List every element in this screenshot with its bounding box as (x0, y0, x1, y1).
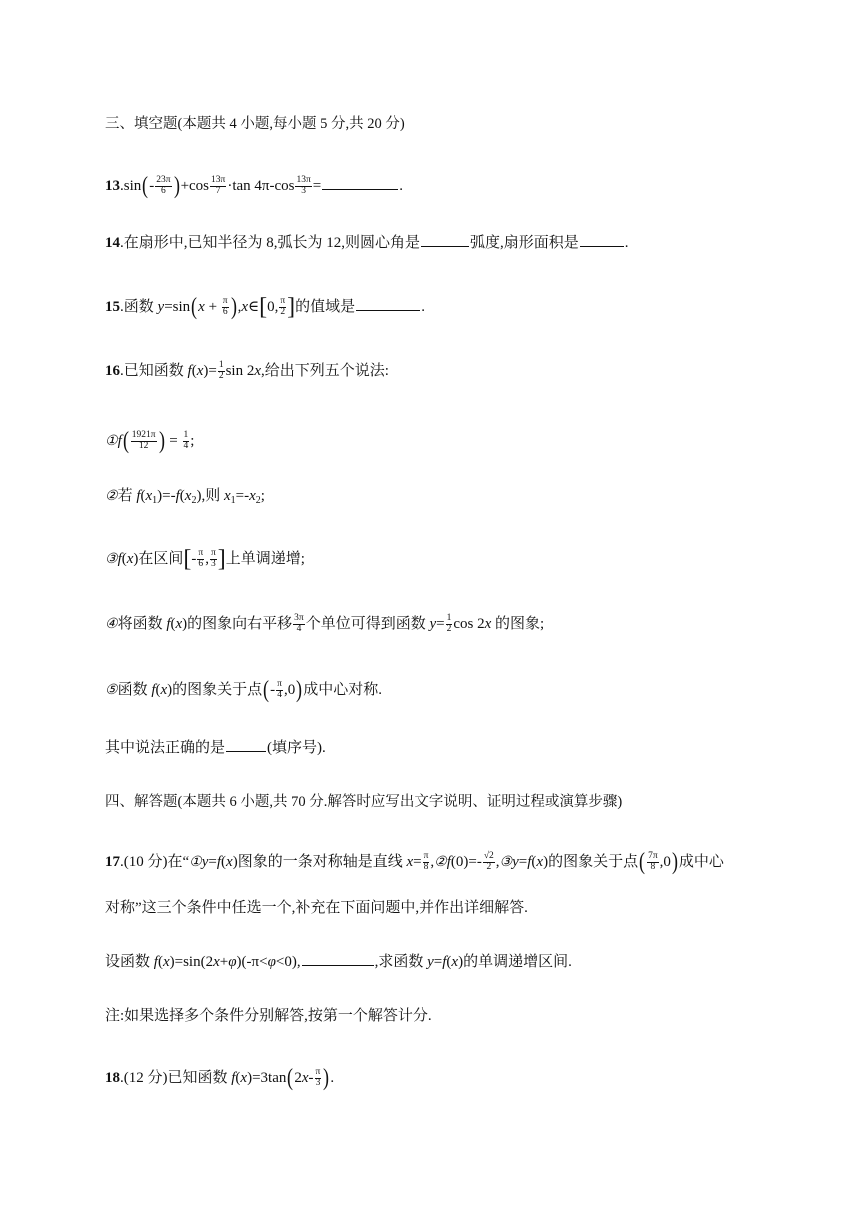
var: f (527, 853, 532, 870)
var: x (249, 488, 256, 504)
numerator: 1 (218, 360, 224, 370)
text: ( (121, 550, 127, 567)
paren-close: ) (323, 1064, 330, 1091)
text: = (208, 853, 217, 870)
question-number: 16 (105, 362, 120, 379)
numerator: 1921π (131, 430, 156, 440)
text: )在区间 (133, 550, 184, 567)
numerator: π (198, 548, 204, 558)
question-17-line-3 (105, 955, 572, 970)
fraction (293, 614, 305, 635)
var: x (160, 681, 168, 698)
numerator: π (277, 679, 282, 689)
paren-open: ( (142, 172, 149, 199)
paren-open: ( (639, 848, 646, 875)
paren-open: ( (191, 293, 198, 320)
text: ,0 (659, 853, 671, 870)
text: = (165, 432, 182, 449)
text: .(10 分)在“ (120, 853, 190, 870)
question-15 (105, 293, 425, 320)
circled-number: ⑤ (105, 682, 118, 698)
var: φ (228, 954, 237, 970)
text: (0)=- (450, 853, 482, 870)
text: , (237, 298, 242, 315)
text: . (399, 177, 403, 194)
question-16-conclusion (105, 741, 326, 756)
question-17 (105, 848, 724, 875)
statement-4 (105, 614, 544, 635)
text: ( (170, 615, 176, 632)
text: )=sin(2 (169, 954, 214, 970)
text: ; (190, 432, 195, 449)
var: f (175, 488, 180, 504)
question-17-line-2: 对称”这三个条件中任选一个,补充在下面问题中,并作出详细解答. (105, 900, 528, 916)
text: ( (446, 954, 452, 970)
question-13 (105, 172, 403, 199)
paren-close: ) (296, 676, 303, 703)
var: x (223, 488, 231, 504)
text: = (413, 853, 422, 870)
denominator: 8 (423, 861, 429, 872)
var: f (117, 432, 122, 449)
paren-close: ) (230, 293, 237, 320)
subscript: 1 (230, 495, 236, 506)
var: x (241, 298, 249, 315)
numerator: 13π (211, 175, 226, 185)
text: 的值域是 (295, 298, 356, 315)
denominator: 4 (277, 689, 282, 700)
text: )图象的一条对称轴是直线 (232, 853, 407, 870)
denominator: 4 (296, 623, 302, 634)
section-3-heading: 三、填空题(本题共 4 小题,每小题 5 分,共 20 分) (105, 116, 405, 132)
denominator: 3 (315, 1077, 321, 1088)
fraction (295, 176, 311, 197)
fraction (197, 549, 204, 570)
text: )= (203, 362, 217, 379)
var: x (162, 954, 170, 970)
var: x (226, 853, 233, 870)
fraction (276, 680, 283, 701)
subscript: 2 (191, 495, 197, 506)
text: ( (179, 488, 185, 504)
numerator: π (423, 851, 429, 861)
text: ; (260, 488, 265, 504)
bracket-open: [ (183, 545, 192, 572)
numerator: π (315, 1067, 321, 1077)
var: f (442, 954, 447, 970)
numerator: π (222, 296, 228, 306)
circled-number: ② (105, 489, 118, 504)
subscript: 1 (152, 495, 158, 506)
fraction (423, 852, 430, 873)
text: = (436, 615, 445, 632)
var: y (512, 853, 519, 870)
fraction (483, 852, 495, 873)
numerator: π (280, 296, 286, 306)
bracket-open: [ (259, 293, 268, 320)
answer-blank[interactable] (356, 309, 420, 311)
denominator: 12 (138, 440, 149, 451)
fraction (131, 431, 157, 452)
text: 成中心对称. (303, 681, 382, 698)
question-number: 14 (105, 235, 120, 251)
text: =- (235, 488, 250, 504)
text: <0), (275, 954, 301, 970)
text: ),则 (196, 488, 224, 504)
statement-1 (105, 427, 195, 454)
question-18 (105, 1064, 335, 1091)
var: x (126, 550, 134, 567)
var: x (184, 488, 192, 504)
paren-close: ) (158, 427, 165, 454)
text: .函数 (120, 298, 158, 315)
numerator: √2 (483, 851, 494, 861)
numerator: 1 (446, 613, 452, 623)
var: x (451, 954, 459, 970)
numerator: 1 (183, 430, 189, 440)
text: . (624, 235, 629, 251)
fraction (218, 361, 225, 382)
statement-2 (105, 489, 265, 506)
denominator: 8 (650, 861, 656, 872)
circled-number: ③ (105, 551, 118, 567)
var: x (213, 954, 220, 970)
denominator: 6 (161, 185, 166, 196)
text: )的图象关于点 (543, 853, 639, 870)
text: ( (235, 1069, 241, 1086)
text: sin 2 (225, 362, 255, 379)
text: , (205, 550, 209, 567)
text: ,0 (283, 681, 296, 698)
denominator: 2 (218, 370, 224, 381)
circled-number: ④ (105, 616, 118, 632)
fraction (222, 297, 229, 318)
text: 若 (117, 488, 137, 504)
paren-open: ( (122, 427, 129, 454)
var: y (427, 954, 434, 970)
var: x (254, 362, 262, 379)
var: f (117, 550, 122, 567)
denominator: 6 (198, 558, 204, 569)
denominator: 6 (222, 306, 228, 317)
text: ( (157, 954, 163, 970)
text: +cos (180, 177, 210, 194)
question-16 (105, 361, 389, 382)
text: )=3tan (247, 1069, 287, 1086)
var: x (484, 615, 492, 632)
bracket-close: ] (287, 293, 296, 320)
text: = (433, 954, 443, 970)
var: y (201, 853, 209, 870)
minus-sign: - (191, 550, 197, 567)
var: x (145, 488, 153, 504)
fraction (183, 431, 190, 452)
statement-3 (105, 545, 305, 572)
numerator: 13π (296, 175, 311, 185)
text: = (312, 177, 322, 194)
denominator: 2 (446, 623, 452, 634)
text: )的图象关于点 (167, 681, 263, 698)
var: f (136, 488, 141, 504)
text: cos 2 (453, 615, 485, 632)
fraction (446, 614, 453, 635)
var: f (153, 954, 158, 970)
circled-number: ③ (499, 854, 513, 870)
fraction (155, 176, 171, 197)
bracket-close: ] (217, 545, 226, 572)
text: 将函数 (117, 615, 167, 632)
text: ·tan 4π-cos (227, 177, 295, 194)
text: )的图象向右平移 (182, 615, 293, 632)
fraction (315, 1068, 322, 1089)
text: =sin (164, 298, 191, 315)
text: , (430, 853, 435, 870)
minus-sign: - (270, 681, 276, 698)
text: .在扇形中,已知半径为 8,弧长为 12,则圆心角是 (120, 235, 421, 251)
denominator: 4 (183, 440, 189, 451)
var: x (301, 1069, 309, 1086)
text: 弧度,扇形面积是 (470, 235, 579, 251)
text: 的图象; (491, 615, 545, 632)
var: x (175, 615, 183, 632)
text: 2 (294, 1069, 302, 1086)
circled-number: ① (105, 433, 118, 449)
var: x (196, 362, 204, 379)
section-4-heading: 四、解答题(本题共 6 小题,共 70 分.解答时应写出文字说明、证明过程或演算步骤) (105, 794, 623, 810)
question-17-note: 注:如果选择多个条件分别解答,按第一个解答计分. (105, 1008, 432, 1024)
text: + (219, 954, 229, 970)
text: ( (155, 681, 161, 698)
text: .sin (120, 177, 142, 194)
text: .(12 分)已知函数 (120, 1069, 232, 1086)
text: 成中心 (678, 853, 724, 870)
circled-number: ② (434, 854, 447, 870)
var: x (198, 298, 205, 315)
text: ( (140, 488, 146, 504)
paren-open: ( (287, 1064, 294, 1091)
text: . (421, 298, 425, 315)
var: f (216, 853, 222, 870)
question-number: 17 (105, 853, 120, 870)
answer-blank[interactable] (421, 245, 469, 247)
text: 设函数 (105, 954, 154, 970)
var: y (429, 615, 437, 632)
subscript: 2 (255, 495, 261, 506)
fraction (647, 852, 659, 873)
answer-blank[interactable] (302, 964, 374, 966)
text: ,给出下列五个说法: (261, 362, 389, 379)
var: f (231, 1069, 236, 1086)
numerator: π (210, 548, 216, 558)
answer-blank[interactable] (226, 750, 266, 752)
text: )的单调递增区间. (458, 954, 572, 970)
text: )=- (157, 488, 176, 504)
question-number: 18 (105, 1069, 120, 1086)
minus-sign: - (149, 177, 155, 194)
var: y (157, 298, 165, 315)
denominator: 2 (280, 306, 286, 317)
answer-blank[interactable] (322, 188, 398, 190)
var: x (406, 853, 414, 870)
text: 0, (267, 298, 279, 315)
var: φ (267, 954, 276, 970)
text: ,求函数 (374, 954, 428, 970)
question-number: 13 (105, 177, 120, 194)
var: x (536, 853, 544, 870)
text: 个单位可得到函数 (305, 615, 430, 632)
text: ( (531, 853, 537, 870)
text: (填序号). (267, 740, 326, 756)
numerator: 7π (648, 851, 658, 861)
denominator: 3 (210, 558, 216, 569)
text: 上单调递增; (225, 550, 305, 567)
var: f (151, 681, 156, 698)
text: 其中说法正确的是 (105, 740, 226, 756)
text: )(-π< (236, 954, 268, 970)
fraction (279, 297, 286, 318)
text: ( (221, 853, 227, 870)
var: f (166, 615, 171, 632)
var: x (240, 1069, 248, 1086)
var: f (446, 853, 451, 870)
text: ( (191, 362, 197, 379)
question-14 (105, 236, 629, 251)
paren-close: ) (671, 848, 678, 875)
numerator: 3π (294, 613, 304, 623)
text: 函数 (117, 681, 152, 698)
denominator: 7 (215, 185, 221, 196)
text: ∈ (248, 298, 260, 315)
minus-sign: - (308, 1069, 314, 1086)
fraction (210, 176, 226, 197)
circled-number: ① (189, 854, 202, 870)
paren-close: ) (173, 172, 180, 199)
var: f (187, 362, 192, 379)
fraction (210, 549, 217, 570)
text: , (495, 853, 500, 870)
denominator: 3 (301, 185, 306, 196)
text: . (330, 1069, 335, 1086)
denominator: 2 (486, 861, 492, 872)
text: .已知函数 (120, 362, 188, 379)
numerator: 23π (156, 175, 171, 185)
text: = (518, 853, 528, 870)
answer-blank[interactable] (580, 245, 624, 247)
statement-5 (105, 676, 382, 703)
question-number: 15 (105, 298, 120, 315)
paren-open: ( (263, 676, 270, 703)
text: + (204, 298, 221, 315)
